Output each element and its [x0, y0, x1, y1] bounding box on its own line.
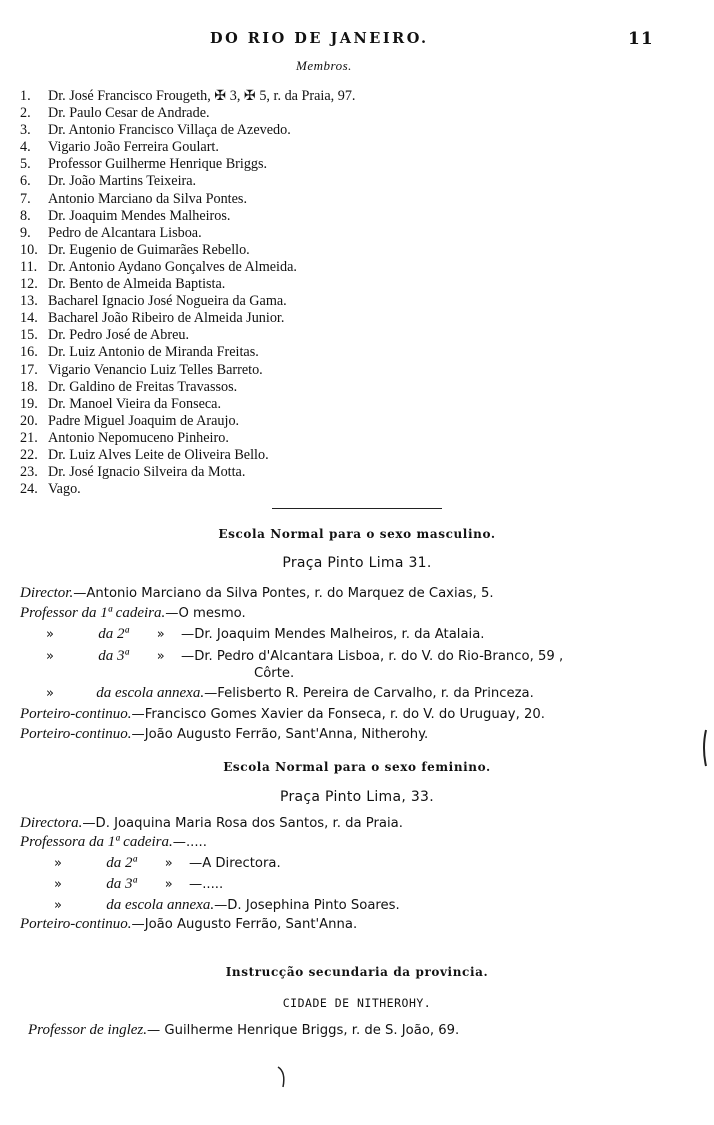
membro-list-item [20, 293, 500, 310]
membro-list-item [20, 327, 500, 344]
membro-name: Dr. José Ignacio Silveira da Motta. [48, 464, 246, 481]
professor-3-text: —Dr. Pedro d'Alcantara Lisboa, r. do V. do Rio-Branco, 59 , [181, 649, 564, 664]
membro-name: Dr. Pedro José de Abreu. [48, 327, 190, 344]
membros-list [20, 88, 500, 498]
director-row [20, 584, 494, 603]
porteiro-feminino-row [20, 915, 357, 934]
page-header [0, 30, 714, 52]
professor-3-row [46, 647, 563, 666]
membro-name: Bacharel Ignacio José Nogueira da Gama. [48, 293, 287, 310]
membro-name: Dr. Bento de Almeida Baptista. [48, 276, 226, 293]
directora-text: —D. Joaquina Maria Rosa dos Santos, r. da Praia. [82, 816, 403, 831]
membro-number: 8. [20, 207, 31, 224]
page-number: 11 [628, 29, 654, 49]
ditto-mark: » [164, 856, 173, 871]
membro-number: 13. [20, 293, 38, 310]
membro-name: Dr. Galdino de Freitas Travassos. [48, 378, 238, 395]
membro-name: Professor Guilherme Henrique Briggs. [48, 156, 268, 173]
escola-annexa-row [46, 684, 534, 703]
membro-list-item [20, 362, 500, 379]
membro-number: 16. [20, 344, 38, 361]
membro-name: Vago. [48, 481, 81, 498]
membro-list-item [20, 156, 500, 173]
membro-number: 15. [20, 327, 38, 344]
membro-name: Antonio Marciano da Silva Pontes. [48, 190, 247, 207]
membro-number: 4. [20, 139, 31, 156]
scan-artifact [276, 1064, 288, 1090]
membro-number: 7. [20, 190, 31, 207]
membro-name: Dr. Antonio Francisco Villaça de Azevedo. [48, 122, 291, 139]
membro-number: 18. [20, 378, 38, 395]
porteiro-2-text: —João Augusto Ferrão, Sant'Anna, Nitherohy. [131, 727, 429, 742]
professor-2-row [46, 625, 484, 644]
professora-3-row [54, 875, 223, 894]
membro-name: Dr. Antonio Aydano Gonçalves de Almeida. [48, 258, 297, 275]
professor-1-text: —O mesmo. [165, 606, 246, 621]
membro-number: 20. [20, 412, 38, 429]
running-title: DO RIO DE JANEIRO. [210, 30, 429, 47]
membro-list-item [20, 105, 500, 122]
membro-list-item [20, 413, 500, 430]
membro-number: 6. [20, 173, 31, 190]
ditto-mark: » [54, 898, 62, 913]
membro-list-item [20, 173, 500, 190]
membro-name: Dr. Luiz Alves Leite de Oliveira Bello. [48, 446, 269, 463]
membro-list-item [20, 122, 500, 139]
membro-name: Vigario João Ferreira Goulart. [48, 139, 219, 156]
escola-annexa-feminino-text: —D. Josephina Pinto Soares. [214, 898, 400, 913]
membro-list-item [20, 481, 500, 498]
membro-list-item [20, 344, 500, 361]
membro-list-item [20, 139, 500, 156]
directora-label: Directora. [20, 815, 83, 831]
porteiro-2-label: Porteiro-continuo. [20, 726, 132, 742]
membro-name: Vigario Venancio Luiz Telles Barreto. [48, 361, 263, 378]
professora-1-label: Professora da 1ª cadeira. [20, 834, 173, 850]
ditto-mark: » [46, 686, 54, 701]
professora-3-label: da 3ª [106, 876, 137, 892]
membro-name: Pedro de Alcantara Lisboa. [48, 224, 202, 241]
porteiro-1-text: —Francisco Gomes Xavier da Fonseca, r. do V. do Uruguay, 20. [131, 707, 545, 722]
ditto-mark: » [54, 856, 62, 871]
escola-annexa-feminino-row [54, 896, 400, 915]
escola-annexa-feminino-label: da escola annexa. [106, 897, 215, 913]
professor-1-label: Professor da 1ª cadeira. [20, 605, 166, 621]
ditto-mark: » [46, 627, 54, 642]
escola-masculino-address: Praça Pinto Lima 31. [282, 555, 432, 571]
membro-list-item [20, 225, 500, 242]
membro-name: Dr. Manoel Vieira da Fonseca. [48, 395, 222, 412]
escola-annexa-text: —Felisberto R. Pereira de Carvalho, r. da Princeza. [204, 686, 534, 701]
membro-name: Dr. Luiz Antonio de Miranda Freitas. [48, 344, 259, 361]
membro-list-item [20, 259, 500, 276]
membro-number: 2. [20, 105, 31, 122]
professor-3-continuation: Côrte. [254, 666, 295, 681]
membro-name: Dr. Eugenio de Guimarães Rebello. [48, 241, 250, 258]
professora-1-row [20, 833, 207, 852]
professor-inglez-text: — Guilherme Henrique Briggs, r. de S. João, 69. [147, 1023, 460, 1038]
escola-feminino-address: Praça Pinto Lima, 33. [279, 789, 435, 805]
membro-list-item [20, 276, 500, 293]
porteiro-1-label: Porteiro-continuo. [20, 706, 132, 722]
membro-number: 1. [20, 88, 31, 104]
professora-3-text: —..... [189, 877, 224, 892]
ditto-mark: » [164, 877, 173, 892]
porteiro-feminino-text: —João Augusto Ferrão, Sant'Anna. [131, 917, 358, 932]
escola-annexa-label: da escola annexa. [96, 685, 205, 701]
section-title-escola-feminino: Escola Normal para o sexo feminino. [223, 760, 491, 774]
membro-list-item [20, 464, 500, 481]
professora-2-row [54, 854, 281, 873]
membro-list-item [20, 88, 500, 105]
ditto-mark: » [46, 649, 54, 664]
membro-number: 19. [20, 395, 38, 412]
membro-number: 3. [20, 122, 31, 139]
professor-3-label: da 3ª [98, 648, 129, 664]
director-label: Director. [20, 585, 74, 601]
membro-list-item [20, 242, 500, 259]
professora-2-text: —A Directora. [189, 856, 281, 871]
membro-name: Antonio Nepomuceno Pinheiro. [48, 429, 229, 446]
membros-heading: Membros. [296, 58, 352, 73]
porteiro-2-row [20, 725, 428, 744]
professor-1-row [20, 604, 246, 623]
membro-number: 10. [20, 241, 38, 258]
membro-list-item [20, 430, 500, 447]
divider-rule [272, 508, 442, 509]
membro-number: 11. [20, 258, 38, 275]
director-text: —Antonio Marciano da Silva Pontes, r. do Marquez de Caxias, 5. [73, 586, 494, 601]
membro-list-item [20, 447, 500, 464]
membro-list-item [20, 310, 500, 327]
membro-name: Dr. João Martins Teixeira. [48, 173, 197, 190]
ditto-mark: » [54, 877, 62, 892]
membro-name: Dr. Paulo Cesar de Andrade. [48, 105, 210, 122]
membro-list-item [20, 191, 500, 208]
ditto-mark: » [156, 649, 165, 664]
professor-2-label: da 2ª [98, 626, 129, 642]
membro-number: 17. [20, 361, 38, 378]
membro-number: 5. [20, 156, 31, 173]
membro-name: Dr. José Francisco Frougeth, ✠ 3, ✠ 5, r. da Praia, 97. [48, 88, 356, 104]
professora-2-label: da 2ª [106, 855, 137, 871]
membro-number: 21. [20, 429, 38, 446]
membro-list-item [20, 208, 500, 225]
membro-list-item [20, 379, 500, 396]
professor-2-text: —Dr. Joaquim Mendes Malheiros, r. da Atalaia. [181, 627, 485, 642]
membro-name: Dr. Joaquim Mendes Malheiros. [48, 207, 231, 224]
section-title-escola-masculino: Escola Normal para o sexo masculino. [218, 527, 496, 541]
membro-name: Padre Miguel Joaquim de Araujo. [48, 412, 240, 429]
membro-list-item [20, 396, 500, 413]
professor-inglez-label: Professor de inglez. [28, 1022, 148, 1038]
ditto-mark: » [156, 627, 165, 642]
membro-number: 22. [20, 446, 38, 463]
membro-name: Bacharel João Ribeiro de Almeida Junior. [48, 310, 285, 327]
membro-number: 24. [20, 481, 38, 498]
porteiro-1-row [20, 705, 545, 724]
section-title-instruccao-secundaria: Instrucção secundaria da provincia. [225, 965, 489, 979]
membro-number: 12. [20, 276, 38, 293]
scan-artifact [700, 728, 710, 768]
professora-1-text: —..... [172, 835, 207, 850]
membro-number: 23. [20, 464, 38, 481]
professor-inglez-row [28, 1021, 459, 1040]
porteiro-feminino-label: Porteiro-continuo. [20, 916, 132, 932]
directora-row [20, 814, 403, 833]
city-heading: CIDADE DE NITHEROHY. [282, 996, 432, 1010]
membro-number: 14. [20, 310, 38, 327]
membro-number: 9. [20, 224, 31, 241]
